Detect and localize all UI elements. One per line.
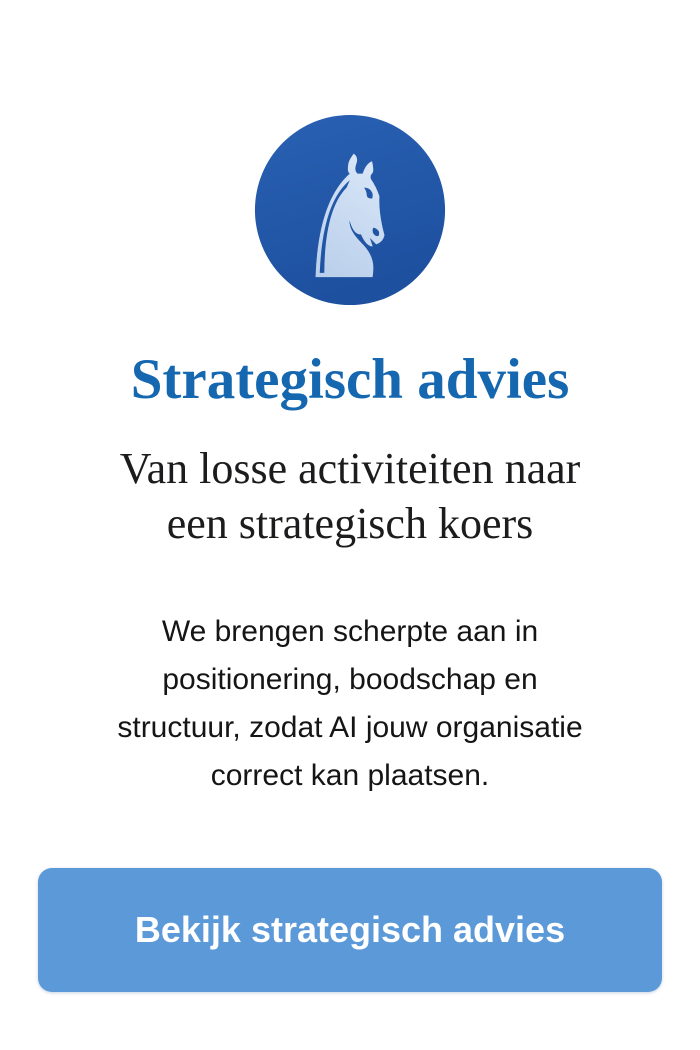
subtitle-line: een strategisch koers [166,499,534,548]
chess-knight-icon [252,112,448,308]
card-subtitle [0,441,700,551]
view-strategic-advice-button[interactable]: Bekijk strategisch advies [38,868,662,992]
description-line: correct kan plaatsen. [210,759,490,792]
knight-glyph: ♞ [295,120,405,308]
subtitle-line: Van losse activiteiten naar [119,444,581,493]
description-line: We brengen scherpte aan in [161,615,539,648]
description-line: positionering, boodschap en [162,663,538,696]
description-line: structuur, zodat AI jouw organisatie [117,711,583,744]
knight-badge [252,112,448,308]
card-description [0,608,700,800]
page-title: Strategisch advies [130,348,570,411]
